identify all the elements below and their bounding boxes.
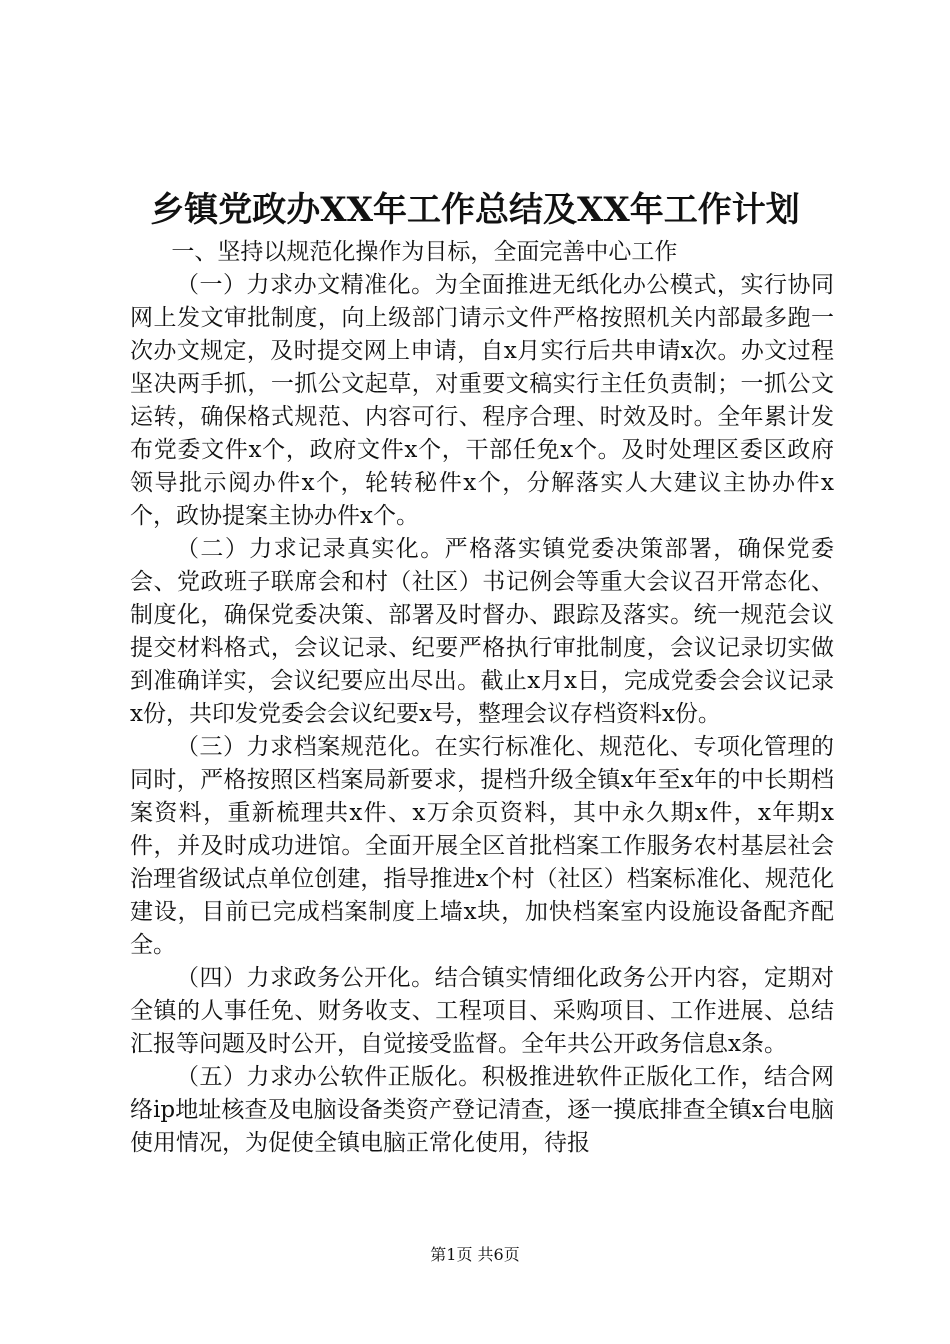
- paragraph: （五）力求办公软件正版化。积极推进软件正版化工作，结合网络ip地址核查及电脑设备类资产登记清查，逐一摸底排查全镇x台电脑使用情况，为促使全镇电脑正常化使用，待报: [130, 1064, 834, 1156]
- paragraph: （三）力求档案规范化。在实行标准化、规范化、专项化管理的同时，严格按照区档案局新要求，提档升级全镇x年至x年的中长期档案资料，重新梳理共x件、x万余页资料，其中永久期x件，x年期x件，并及时成功进馆。全面开展全区首批档案工作服务农村基层社会治理省级试点单位创建，指导推进x个村（社区）档案标准化、规范化建设，目前已完成档案制度上墙x块，加快档案室内设施设备配齐配全。: [130, 734, 834, 958]
- document-body: [130, 236, 834, 1160]
- paragraph: （四）力求政务公开化。结合镇实情细化政务公开内容，定期对全镇的人事任免、财务收支、工程项目、采购项目、工作进展、总结汇报等问题及时公开，自觉接受监督。全年共公开政务信息x条。: [130, 965, 834, 1057]
- paragraph: （二）力求记录真实化。严格落实镇党委决策部署，确保党委会、党政班子联席会和村（社区）书记例会等重大会议召开常态化、制度化，确保党委决策、部署及时督办、跟踪及落实。统一规范会议提交材料格式，会议记录、纪要严格执行审批制度，会议记录切实做到准确详实，会议纪要应出尽出。截止x月x日，完成党委会会议记录x份，共印发党委会会议纪要x号，整理会议存档资料x份。: [130, 536, 834, 727]
- paragraph: （一）力求办文精准化。为全面推进无纸化办公模式，实行协同网上发文审批制度，向上级部门请示文件严格按照机关内部最多跑一次办文规定，及时提交网上申请，自x月实行后共申请x次。办文过程坚决两手抓，一抓公文起草，对重要文稿实行主任负责制；一抓公文运转，确保格式规范、内容可行、程序合理、时效及时。全年累计发布党委文件x个，政府文件x个，干部任免x个。及时处理区委区政府领导批示阅办件x个，轮转秘件x个，分解落实人大建议主协办件x个，政协提案主协办件x个。: [130, 272, 834, 529]
- section-heading: 一、坚持以规范化操作为目标，全面完善中心工作: [171, 239, 678, 265]
- page-footer: 第1页 共6页: [430, 1245, 520, 1264]
- document-title: 乡镇党政办XX年工作总结及XX年工作计划: [150, 190, 800, 230]
